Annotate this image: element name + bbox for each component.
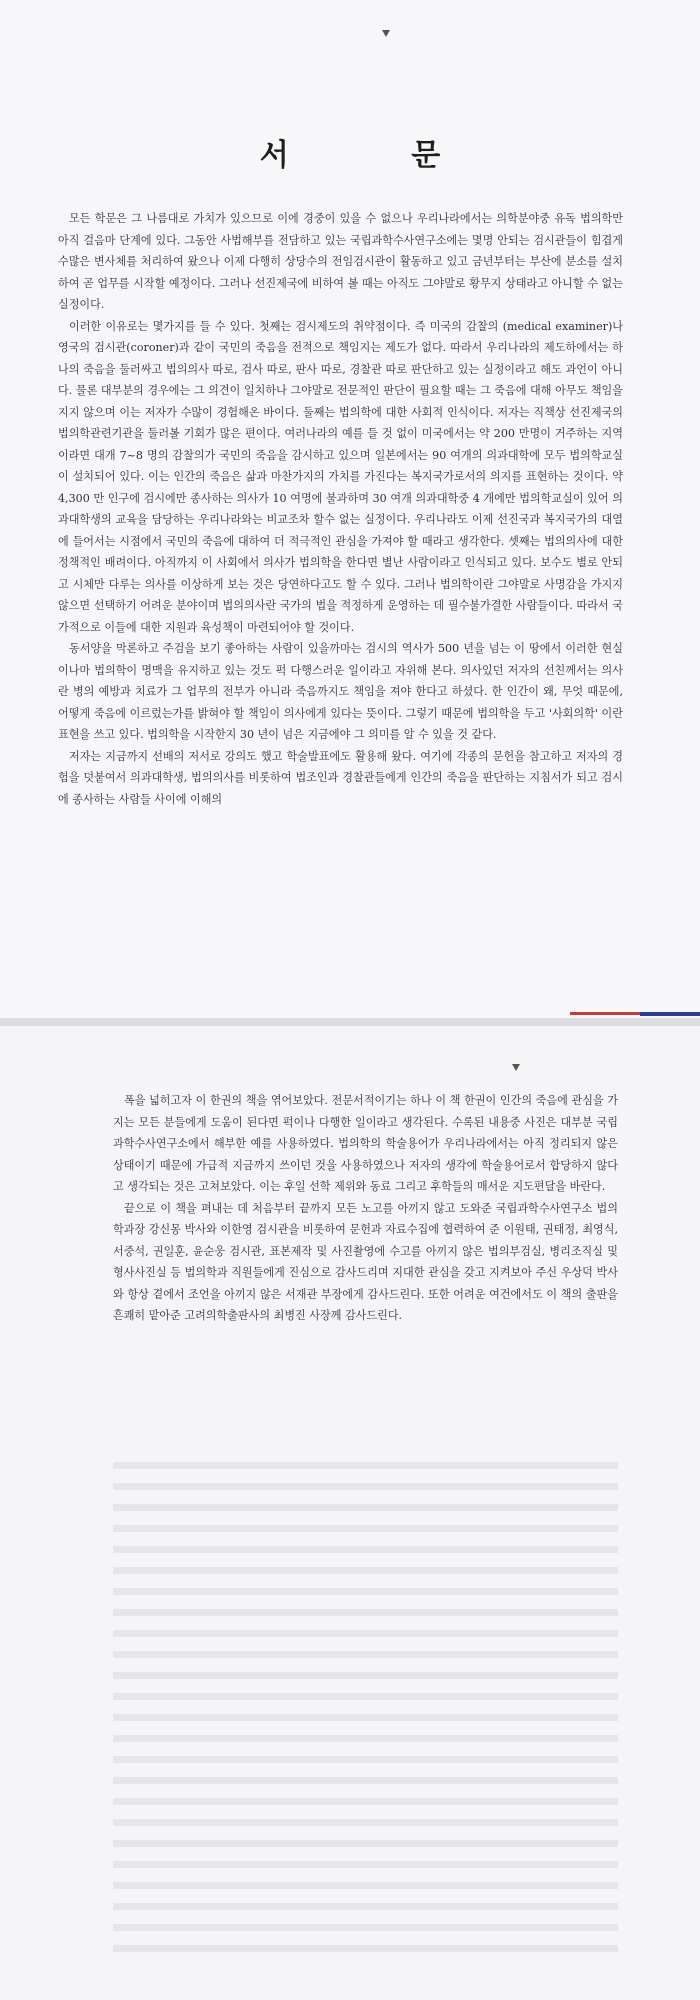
preface-body xyxy=(58,208,623,810)
paragraph: 모든 학문은 그 나름대로 가치가 있으므로 이에 경중이 있을 수 없으나 우리나라에서는 의학분야중 유독 법의학만 아직 걸음마 단계에 있다. 그동안 사법해부를 전담하고 있는 국립과학수사연구소에는 몇명 안되는 검시관들이 힘겹게 수많은 변사체를 처리하여 왔으나 이제 다행히 상당수의 전임검시관이 활동하고 있고 금년부터는 부산에 분소를 설치하여 곧 업무를 시작할 예정이다. 그러나 선진제국에 비하여 볼 때는 아직도 그야말로 황무지 상태라고 아니할 수 없는 실정이다. xyxy=(58,212,623,311)
page-title: 서 문 xyxy=(259,138,497,173)
paragraph: 저자는 지금까지 선배의 저서로 강의도 했고 학술발표에도 활용해 왔다. 여기에 각종의 문헌을 참고하고 저자의 경험을 덧붙여서 의과대학생, 법의의사를 비롯하여 법조인과 경찰관들에게 인간의 죽음을 판단하는 지침서가 되고 검시에 종사하는 사람들 사이에 이해의 xyxy=(58,749,623,806)
edge-stripe xyxy=(570,1012,640,1015)
paragraph: 이러한 이유로는 몇가지를 들 수 있다. 첫째는 검시제도의 취약점이다. 즉 미국의 감찰의 (medical examiner)나 영국의 검시관(coroner)과 같이 국민의 죽음을 전적으로 책임지는 제도가 없다. 따라서 우리나라의 제도하에서는 하나의 죽음을 둘러싸고 법의의사 따로, 검사 따로, 판사 따로, 경찰관 따로 판단하고 있는 실정이라고 해도 과언이 아니다. 물론 대부분의 경우에는 그 의견이 일치하나 그야말로 전문적인 판단이 필요할 때는 그 죽음에 대해 아무도 책임을 지지 않으며 이는 저자가 수많이 경험해온 바이다. 둘째는 법의학에 대한 사회적 인식이다. 저자는 직책상 선진제국의 법의학관련기관을 둘러볼 기회가 많은 편이다. 여러나라의 예를 들 것 없이 미국에서는 약 200 만명이 거주하는 지역이라면 대개 7~8 명의 감찰의가 국민의 죽음을 감시하고 있으며 일본에서는 90 여개의 의과대학에 모두 법의학교실이 설치되어 있다. 이는 인간의 죽음은 삶과 마찬가지의 가치를 가진다는 복지국가로서의 의지를 표현하는 것이다. 약 4,300 만 인구에 검시에만 종사하는 의사가 10 여명에 불과하며 30 여개 의과대학중 4 개에만 법의학교실이 있어 의과대학생의 교육을 담당하는 우리나라와는 비교조차 할수 없는 실정이다. 우리나라도 이제 선진국과 복지국가의 대열에 들어서는 시점에서 국민의 죽음에 대하여 더 적극적인 관심을 가져야 할 때라고 생각한다. 셋째는 법의의사에 대한 정책적인 배려이다. 아직까지 이 사회에서 의사가 법의학을 한다면 별난 사람이라고 인식되고 있다. 보수도 별로 안되고 시체만 다루는 의사를 이상하게 보는 것은 당연하다고도 할 수 있다. 그러나 법의학이란 그야말로 사명감을 가지지 않으면 선택하기 어려운 분야이며 법의의사란 국가의 법을 적정하게 운영하는 데 필수불가결한 사람들이다. 따라서 국가적으로 이들에 대한 지원과 육성책이 마련되어야 할 것이다. xyxy=(58,319,623,634)
binding-mark-icon xyxy=(382,30,390,37)
paragraph: 끝으로 이 책을 펴내는 데 처음부터 끝까지 모든 노고를 아끼지 않고 도와준 국립과학수사연구소 법의학과장 강신몽 박사와 이한영 검시관을 비롯하여 문헌과 자료수집에 협력하여 준 이원태, 권태정, 최영식, 서중석, 권일훈, 윤순웅 검시관, 표본제작 및 사진촬영에 수고를 아끼지 않은 법의부검실, 병리조직실 및 형사사진실 등 법의학과 직원들에게 진심으로 감사드리며 지대한 관심을 갖고 지켜보아 주신 우상덕 박사와 항상 곁에서 조언을 아끼지 않은 서재관 부장에게 감사드린다. 또한 어려운 여건에서도 이 책의 출판을 흔쾌히 맡아준 고려의학출판사의 최병진 사장께 감사드린다. xyxy=(113,1201,618,1322)
preface-body-continued xyxy=(113,1090,618,1327)
binding-mark-icon xyxy=(512,1064,520,1071)
page-divider xyxy=(0,1018,700,1026)
page-preface-2 xyxy=(0,1026,700,2000)
bleed-through-texture xyxy=(113,1456,618,1966)
edge-stripe xyxy=(640,1012,700,1016)
paragraph: 동서양을 막론하고 주검을 보기 좋아하는 사람이 있을까마는 검시의 역사가 500 년을 넘는 이 땅에서 이러한 현실이나마 법의학이 명맥을 유지하고 있는 것도 퍽 다행스러운 일이라고 자위해 본다. 의사있던 저자의 선친께서는 의사란 병의 예방과 치료가 그 업무의 전부가 아니라 죽음까지도 책임을 져야 한다고 하셨다. 한 인간이 왜, 무엇 때문에, 어떻게 죽음에 이르렀는가를 밝혀야 할 책임이 의사에게 있다는 뜻이다. 그렇기 때문에 법의학을 두고 '사회의학' 이란 표현을 쓰고 있다. 법의학을 시작한지 30 년이 넘은 지금에야 그 의미를 알 수 있을 것 같다. xyxy=(58,642,623,741)
paragraph: 폭을 넓히고자 이 한권의 책을 엮어보았다. 전문서적이기는 하나 이 책 한권이 인간의 죽음에 관심을 가지는 모든 분들에게 도움이 된다면 퍽이나 다행한 일이라고 생각된다. 수록된 내용중 사진은 대부분 국립과학수사연구소에서 해부한 예를 사용하였다. 법의학의 학술용어가 우리나라에서는 아직 정리되지 않은 상태이기 때문에 가급적 지금까지 쓰이던 것을 사용하였으나 저자의 생각에 학술용어로서 합당하지 않다고 생각되는 것은 고쳐보았다. 이는 후일 선학 제위와 동료 그리고 후학들의 매서운 지도편달을 바란다. xyxy=(113,1094,618,1193)
